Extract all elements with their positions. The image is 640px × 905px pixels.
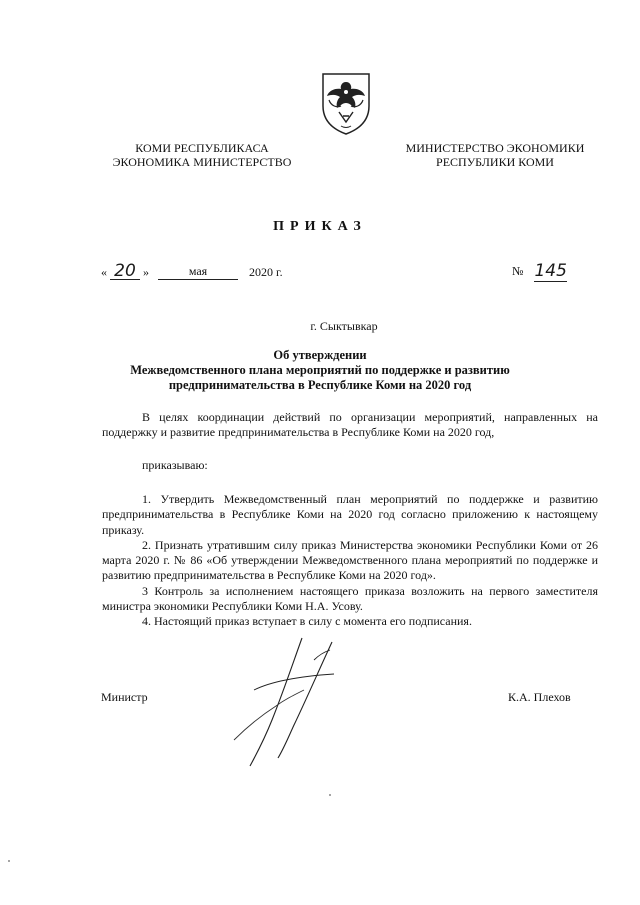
header-left-line-1: КОМИ РЕСПУБЛИКАСА <box>135 141 269 155</box>
date-close-quote: » <box>143 265 149 279</box>
scan-speck <box>329 794 331 796</box>
date-year: 2020 г. <box>249 265 283 279</box>
date-open-quote: « <box>101 265 107 279</box>
order-item-2: 2. Признать утратившим силу приказ Министерства экономики Республики Коми от 26 марта 2020 г. № 86 «Об утверждении Межведомственного плана мероприятий по поддержке и развитию предпринимательства в Республике Коми на 2020 год». <box>102 537 598 583</box>
signatory-position: Министр <box>101 690 148 704</box>
heading-line-3: предпринимательства в Республике Коми на 2020 год <box>168 378 472 392</box>
order-heading <box>100 348 540 393</box>
heading-line-1: Об утверждении <box>273 348 367 362</box>
komi-coat-of-arms-icon <box>319 70 373 136</box>
order-number <box>512 263 567 279</box>
order-item-1: 1. Утвердить Межведомственный план мероприятий по поддержке и развитию предпринимательства в Республике Коми на 2020 год согласно приложению к настоящему приказу. <box>102 492 598 537</box>
date-day: 20 <box>110 263 140 280</box>
date-month: мая <box>158 263 238 280</box>
order-word: приказываю: <box>142 458 208 472</box>
header-left-block <box>102 141 302 169</box>
header-right-line-2: РЕСПУБЛИКИ КОМИ <box>436 155 554 169</box>
heading-line-2: Межведомственного плана мероприятий по поддержке и развитию <box>130 363 510 377</box>
document-title: ПРИКАЗ <box>273 219 367 234</box>
number-value: 145 <box>534 261 567 281</box>
order-date <box>101 263 283 280</box>
scan-speck <box>8 860 10 862</box>
order-item-4: 4. Настоящий приказ вступает в силу с момента его подписания. <box>142 614 472 629</box>
header-right-block <box>395 141 595 169</box>
handwritten-signature <box>214 630 364 770</box>
preamble: В целях координации действий по организации мероприятий, направленных на поддержку и развитие предпринимательства в Республике Коми на 2020 год, <box>102 410 598 440</box>
number-label: № <box>512 264 524 278</box>
city: г. Сыктывкар <box>310 319 378 333</box>
signatory-name: К.А. Плехов <box>508 690 571 704</box>
header-right-line-1: МИНИСТЕРСТВО ЭКОНОМИКИ <box>405 141 585 155</box>
order-items <box>102 492 598 630</box>
header-left-line-2: ЭКОНОМИКА МИНИСТЕРСТВО <box>112 155 292 169</box>
order-item-3: 3 Контроль за исполнением настоящего приказа возложить на первого заместителя министра экономики Республики Коми Н.А. Усову. <box>102 583 598 614</box>
